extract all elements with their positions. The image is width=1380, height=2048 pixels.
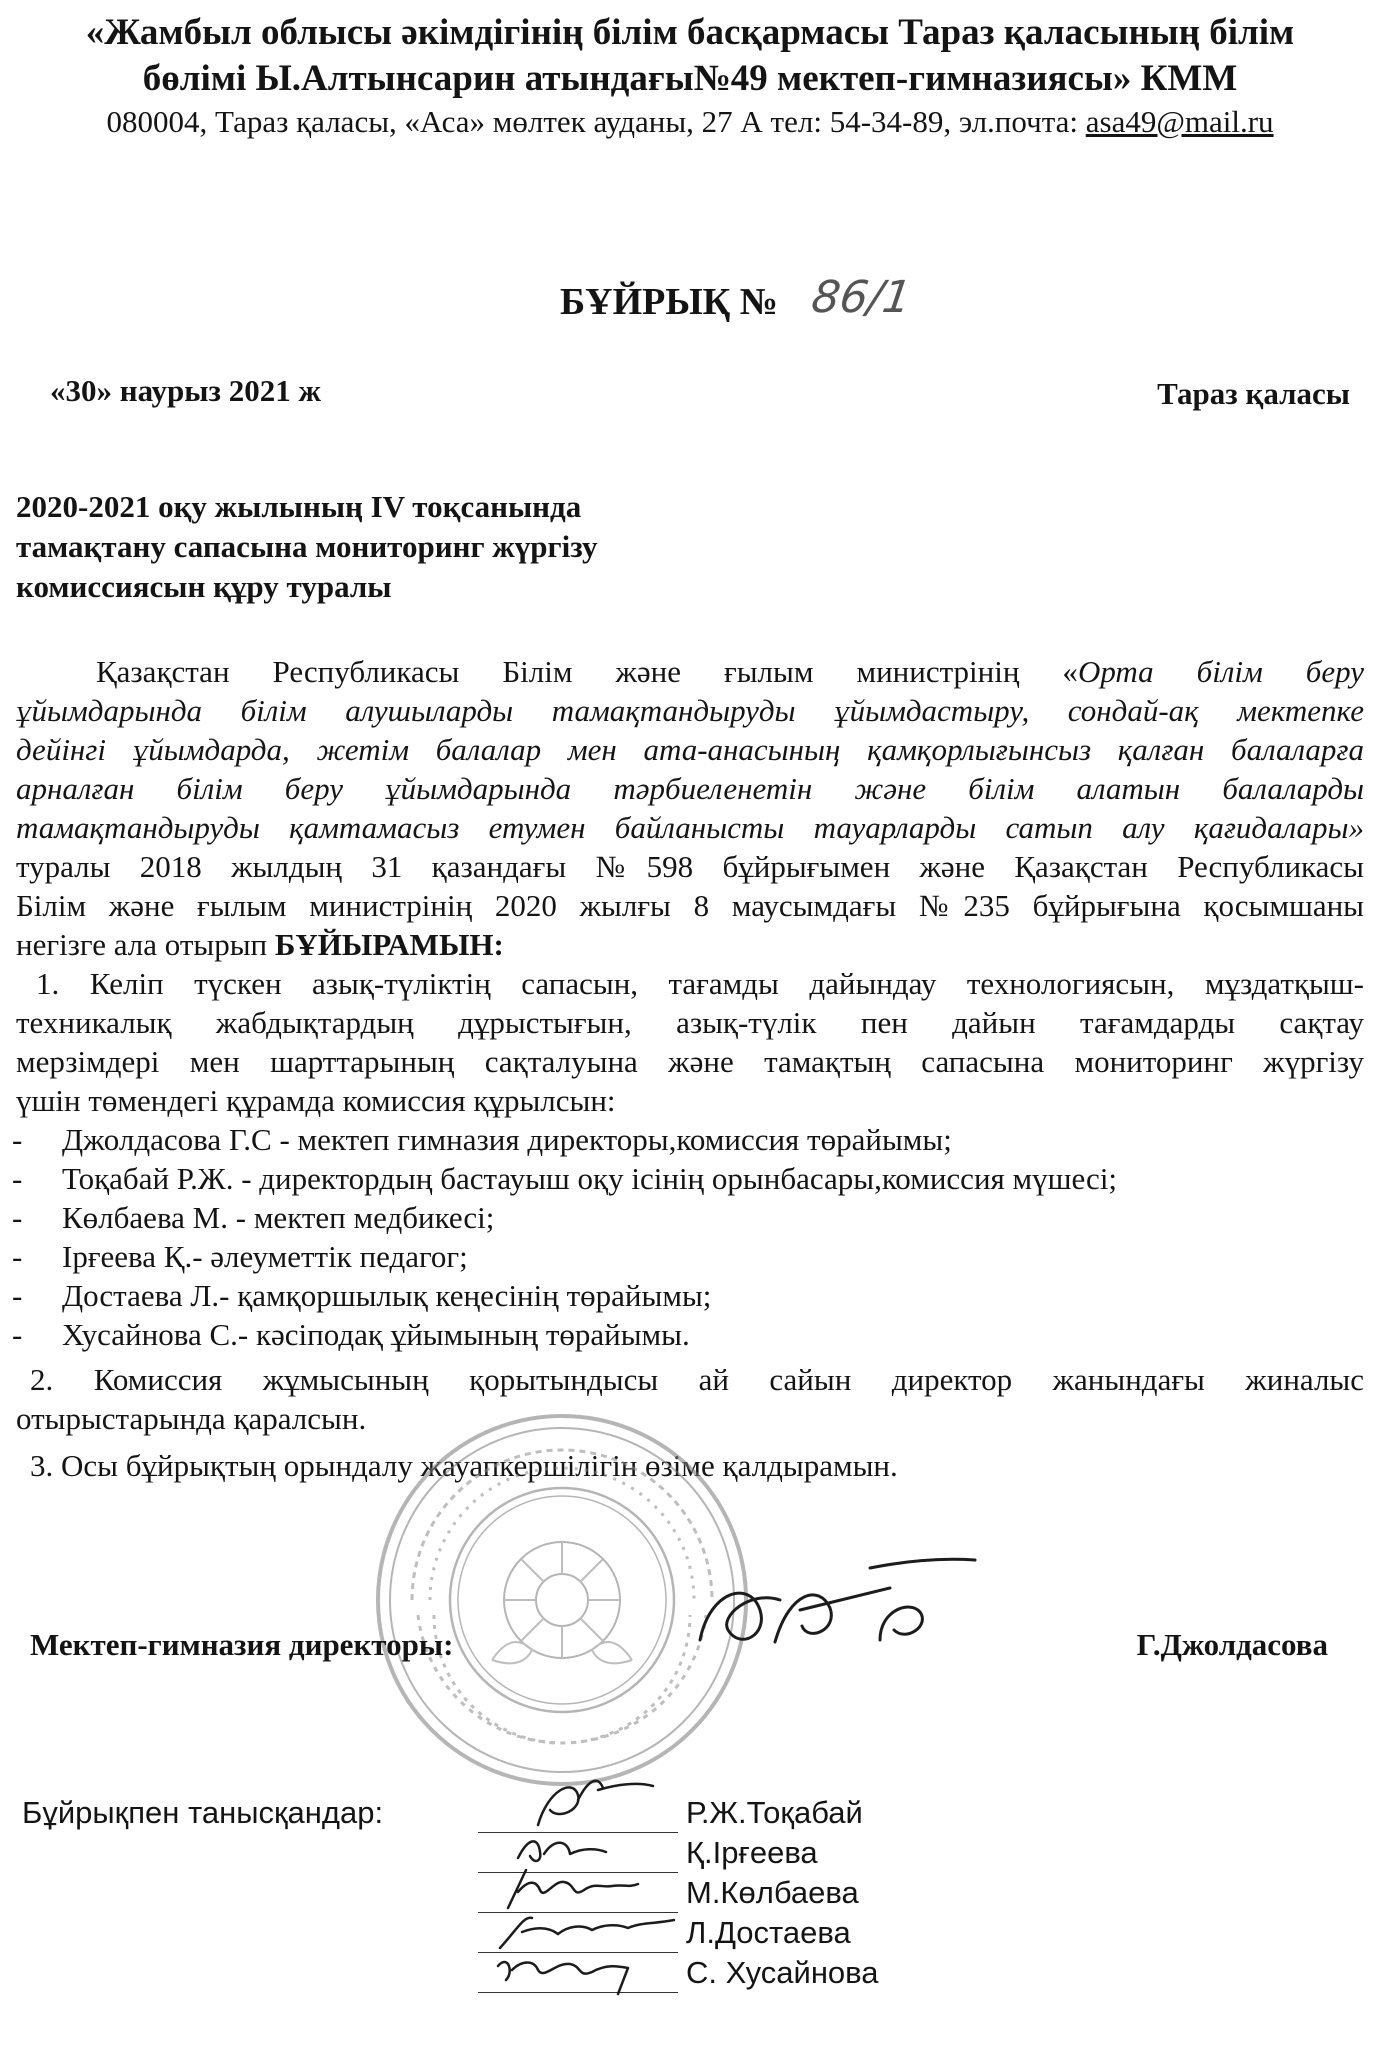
item-1	[16, 964, 1364, 1120]
item-line: 2. Комиссия жұмысының қорытындысы ай сайын директор жанындағы жиналыс	[30, 1362, 1364, 1397]
preamble-line: Білім және ғылым министрінің 2020 жылғы 8 маусымдағы №235 бұйрығына қосымшаны	[16, 888, 1364, 923]
list-dash: -	[12, 1161, 23, 1196]
preamble-line: ұйымдарында білім алушыларды тамақтандыруды ұйымдастыру, сондай-ақ мектепке	[16, 693, 1364, 728]
subject-line: комиссиясын құру туралы	[16, 569, 392, 604]
member-text: Көлбаева М. - мектеп медбикесі;	[62, 1200, 495, 1235]
acknowledged-name: Л.Достаева	[686, 1915, 851, 1950]
member-text: Тоқабай Р.Ж. - директордың бастауыш оқу ісінің орынбасары,комиссия мүшесі;	[62, 1161, 1118, 1196]
institution-title-line1: «Жамбыл облысы әкімдігінің білім басқармасы Тараз қаласының білім	[85, 12, 1295, 53]
order-number-handwritten: 86/1	[808, 272, 915, 323]
institution-address	[40, 102, 1340, 142]
item-3: 3. Осы бұйрықтың орындалу жауапкершілігін өзіме қалдырамын.	[30, 1448, 898, 1483]
director-signature	[680, 1530, 980, 1680]
acknowledged-name: Қ.Ірғеева	[686, 1835, 818, 1870]
list-dash: -	[12, 1317, 23, 1352]
item-line: мерзімдері мен шарттарының сақталуына және тамақтың сапасына мониторинг жүргізу	[16, 1044, 1364, 1079]
signature-label: Мектеп-гимназия директоры:	[30, 1627, 454, 1662]
order-city: Тараз қаласы	[1157, 376, 1350, 411]
list-dash: -	[12, 1122, 23, 1157]
order-subject	[16, 487, 598, 607]
preamble-line: дейінгі ұйымдарда, жетім балалар мен ата-анасының қамқорлығынсыз қалған балаларға	[16, 732, 1364, 767]
acknowledged-name: М.Көлбаева	[686, 1875, 859, 1910]
institution-title-line2: бөлімі Ы.Алтынсарин атындағы№49 мектеп-гимназиясы» КММ	[142, 58, 1238, 99]
member-text: Джолдасова Г.С - мектеп гимназия директоры,комиссия төрайымы;	[62, 1122, 952, 1157]
preamble-line: негізге ала отырып БҰЙЫРАМЫН:	[16, 927, 504, 962]
preamble-line: тамақтандыруды қамтамасыз етумен байланысты тауарларды сатып алу қағидалары»	[16, 810, 1364, 845]
preamble-line: туралы 2018 жылдың 31 қазандағы №598 бұйрығымен және Қазақстан Республикасы	[16, 849, 1364, 884]
preamble-line: арналған білім беру ұйымдарында тәрбиеленетін және білім алатын балаларды	[16, 771, 1364, 806]
acknowledged-name: С. Хусайнова	[686, 1955, 879, 1990]
preamble	[16, 652, 1364, 964]
order-keyword: БҰЙЫРАМЫН:	[274, 927, 504, 962]
acknowledged-label: Бұйрықпен танысқандар:	[22, 1795, 384, 1830]
item-line: үшін төмендегі құрамда комиссия құрылсын:	[16, 1083, 616, 1118]
item-line: 1. Келіп түскен азық-түліктің сапасын, тағамды дайындау технологиясын, мұздатқыш-	[36, 966, 1364, 1001]
list-dash: -	[12, 1278, 23, 1313]
item-line: отырыстарында қаралсын.	[16, 1401, 367, 1436]
acknowledged-name: Р.Ж.Тоқабай	[686, 1795, 863, 1830]
director-name: Г.Джолдасова	[1136, 1627, 1328, 1662]
member-text: Достаева Л.- қамқоршылық кеңесінің төрайымы;	[62, 1278, 712, 1313]
list-dash: -	[12, 1200, 23, 1235]
member-text: Ірғеева Қ.- әлеуметтік педагог;	[62, 1239, 468, 1274]
preamble-line: Қазақстан Республикасы Білім және ғылым министрінің «Орта білім беру	[96, 654, 1365, 689]
handwritten-signature	[478, 1936, 688, 1996]
subject-line: тамақтану сапасына мониторинг жүргізу	[16, 529, 598, 564]
member-text: Хусайнова С.- кәсіподақ ұйымының төрайымы.	[62, 1317, 690, 1352]
subject-line: 2020-2021 оқу жылының IV тоқсанында	[16, 489, 582, 524]
order-date: «30» наурыз 2021 ж	[50, 373, 321, 408]
item-line: техникалық жабдықтардың дұрыстығын, азық-түлік пен дайын тағамдарды сақтау	[16, 1005, 1364, 1040]
email-link[interactable]: asa49@mail.ru	[1085, 104, 1274, 139]
list-dash: -	[12, 1239, 23, 1274]
order-title: БҰЙРЫҚ №	[560, 281, 778, 323]
address-text: 080004, Тараз қаласы, «Аса» мөлтек ауданы, 27 А тел: 54-34-89, эл.почта:	[106, 104, 1078, 139]
